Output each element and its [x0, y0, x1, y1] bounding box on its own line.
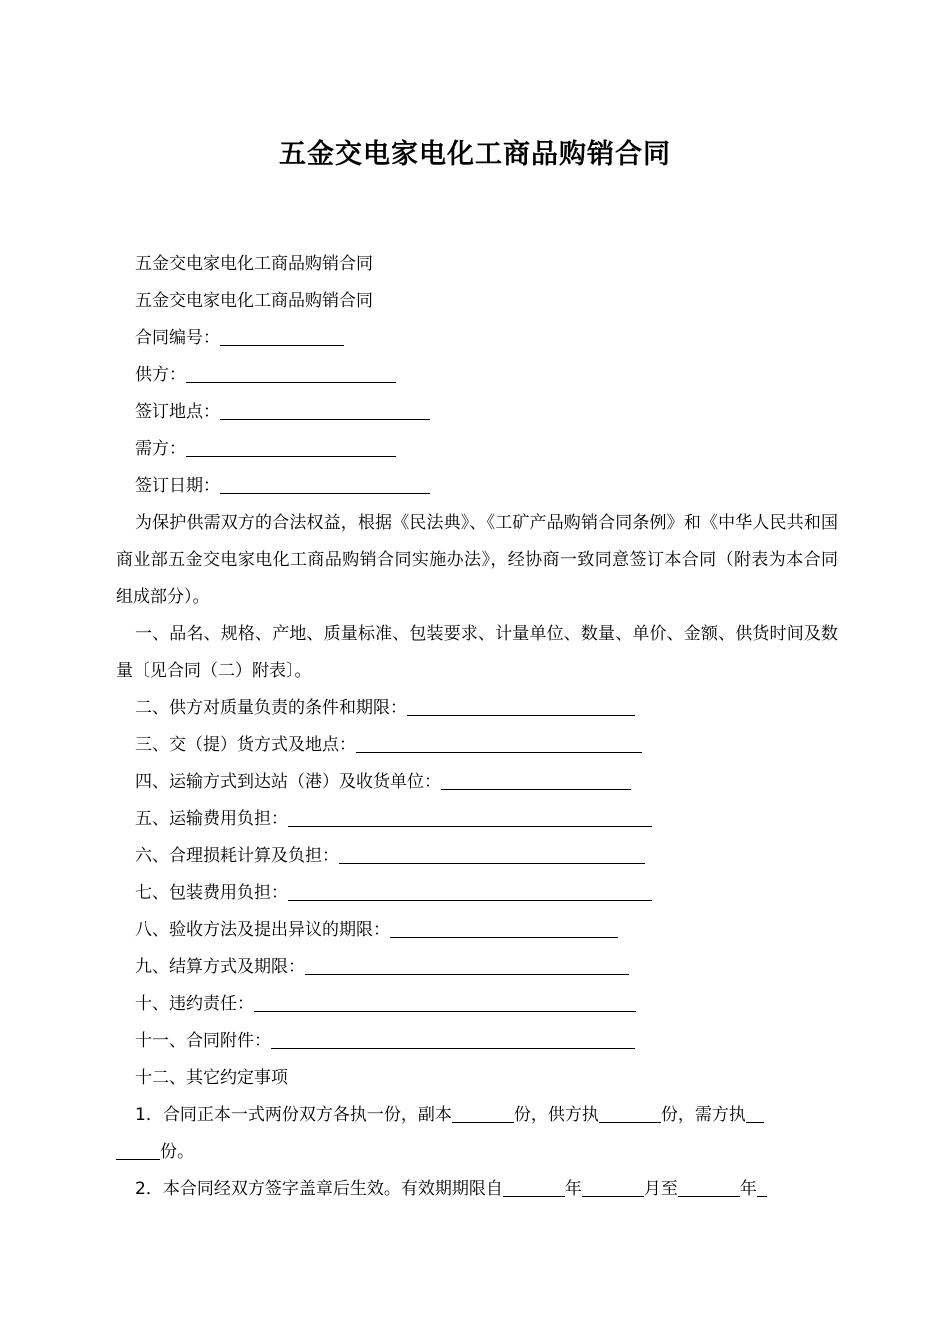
- item-1-text-a: 1．合同正本一式两份双方各执一份，副本: [135, 1105, 452, 1125]
- item-2-end-year-blank: [678, 1179, 740, 1197]
- buyer-field: [116, 431, 838, 468]
- clause-4: [116, 764, 838, 801]
- item-1-buyer-blank-a: [746, 1105, 764, 1123]
- clause-3-label: 三、交（提）货方式及地点：: [135, 735, 356, 755]
- clause-3-blank: [356, 735, 642, 753]
- sign-date-blank: [220, 476, 430, 494]
- clause-8-blank: [390, 920, 618, 938]
- clause-2: [116, 690, 838, 727]
- clause-9: [116, 949, 838, 986]
- clause-12: 十二、其它约定事项: [135, 1068, 288, 1088]
- clause-7: [116, 875, 838, 912]
- supplier-field: [116, 357, 838, 394]
- item-2-text-b: 年: [564, 1179, 582, 1199]
- buyer-blank: [186, 439, 396, 457]
- clause-5: [116, 801, 838, 838]
- clause-3: [116, 727, 838, 764]
- item-1-line-1: [116, 1097, 838, 1134]
- item-1-text-b: 份，供方执: [513, 1105, 599, 1125]
- buyer-label: 需方：: [135, 439, 186, 459]
- item-2-text-a: 2．本合同经双方签字盖章后生效。有效期期限自: [135, 1179, 503, 1199]
- clause-7-label: 七、包装费用负担：: [135, 883, 288, 903]
- item-1-supplier-blank: [599, 1105, 661, 1123]
- clause-11-blank: [271, 1031, 635, 1049]
- clause-6: [116, 838, 838, 875]
- item-2-trailing-blank: [757, 1179, 767, 1197]
- sign-place-blank: [220, 402, 430, 420]
- clause-2-label: 二、供方对质量负责的条件和期限：: [135, 698, 407, 718]
- sign-date-field: [116, 468, 838, 505]
- contract-number-label: 合同编号：: [135, 328, 220, 348]
- clause-5-blank: [288, 809, 652, 827]
- clause-5-label: 五、运输费用负担：: [135, 809, 288, 829]
- item-1-text-c: 份，需方执: [660, 1105, 746, 1125]
- sign-place-field: [116, 394, 838, 431]
- clause-11: [116, 1023, 838, 1060]
- contract-number-field: [116, 320, 838, 357]
- contract-number-blank: [220, 328, 344, 346]
- item-2-text-c: 月至: [643, 1179, 678, 1199]
- clause-10: [116, 986, 838, 1023]
- item-1-buyer-blank-b: [116, 1142, 160, 1160]
- clause-4-blank: [441, 772, 631, 790]
- document-title: 五金交电家电化工商品购销合同: [279, 139, 671, 170]
- clause-11-label: 十一、合同附件：: [135, 1031, 271, 1051]
- clause-6-blank: [339, 846, 645, 864]
- clause-10-blank: [254, 994, 636, 1012]
- supplier-label: 供方：: [135, 365, 186, 385]
- clause-8-label: 八、验收方法及提出异议的期限：: [135, 920, 390, 940]
- clause-10-label: 十、违约责任：: [135, 994, 254, 1014]
- item-2-text-d: 年: [739, 1179, 757, 1199]
- document-body: [116, 246, 838, 1208]
- clause-8: [116, 912, 838, 949]
- item-1-copies-blank: [452, 1105, 514, 1123]
- supplier-blank: [186, 365, 396, 383]
- sign-place-label: 签订地点：: [135, 402, 220, 422]
- clause-4-label: 四、运输方式到达站（港）及收货单位：: [135, 772, 441, 792]
- clause-9-label: 九、结算方式及期限：: [135, 957, 305, 977]
- clause-2-blank: [407, 698, 635, 716]
- item-2-month-blank: [582, 1179, 644, 1197]
- preamble-paragraph: 为保护供需双方的合法权益，根据《民法典》、《工矿产品购销合同条例》和《中华人民共和国商业部五金交电家电化工商品购销合同实施办法》，经协商一致同意签订本合同（附表为本合同组成部分）。: [116, 513, 838, 607]
- item-1-text-d: 份。: [160, 1142, 194, 1162]
- clause-9-blank: [305, 957, 629, 975]
- item-1-line-2: [116, 1134, 838, 1171]
- item-2-line-1: [116, 1171, 838, 1208]
- intro-line-2: 五金交电家电化工商品购销合同: [135, 291, 373, 311]
- clause-6-label: 六、合理损耗计算及负担：: [135, 846, 339, 866]
- clause-7-blank: [288, 883, 652, 901]
- clause-1: 一、品名、规格、产地、质量标准、包装要求、计量单位、数量、单价、金额、供货时间及数量〔见合同（二）附表〕。: [116, 624, 838, 681]
- item-2-year-blank: [503, 1179, 565, 1197]
- intro-line-1: 五金交电家电化工商品购销合同: [135, 254, 373, 274]
- sign-date-label: 签订日期：: [135, 476, 220, 496]
